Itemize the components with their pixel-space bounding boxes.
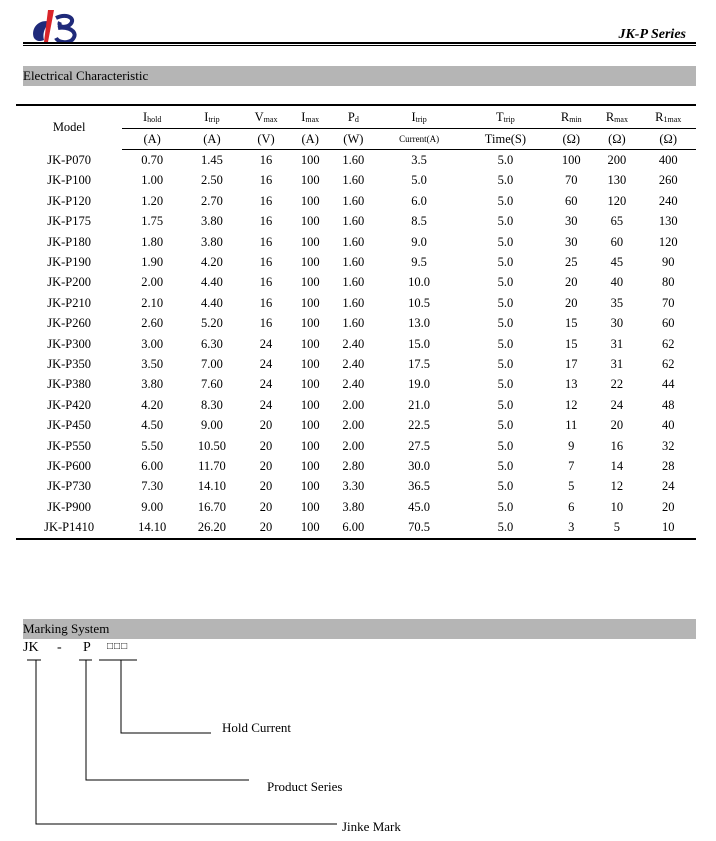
table-cell: 17.5 bbox=[408, 356, 431, 371]
table-cell: JK-P180 bbox=[47, 234, 92, 249]
series-title: JK-P Series bbox=[618, 27, 686, 42]
column-symbol: I bbox=[142, 109, 148, 124]
table-cell: 2.00 bbox=[342, 418, 365, 433]
table-cell: 9 bbox=[568, 438, 575, 453]
table-cell: 100 bbox=[300, 316, 320, 331]
table-cell: 2.00 bbox=[342, 438, 365, 453]
table-cell: 5 bbox=[613, 520, 621, 535]
table-cell: 4.50 bbox=[141, 418, 164, 433]
table-cell: 7.00 bbox=[200, 356, 223, 371]
table-cell: 100 bbox=[300, 173, 320, 188]
table-cell: 100 bbox=[300, 458, 320, 473]
table-cell: 3.80 bbox=[141, 377, 164, 392]
table-cell: 45 bbox=[610, 255, 624, 270]
table-cell: 5.0 bbox=[497, 295, 514, 310]
table-cell: 100 bbox=[300, 418, 320, 433]
table-cell: 70 bbox=[565, 173, 578, 188]
table-cell: 10 bbox=[661, 520, 675, 535]
column-unit: (Ω) bbox=[593, 129, 640, 150]
table-cell: 21.0 bbox=[408, 397, 431, 412]
table-cell: 100 bbox=[561, 153, 581, 168]
table-cell: 2.00 bbox=[141, 275, 164, 290]
table-cell: 14.10 bbox=[138, 520, 167, 535]
table-cell: 4.40 bbox=[200, 295, 223, 310]
table-cell: 5.0 bbox=[497, 234, 514, 249]
table-cell: 240 bbox=[658, 193, 678, 208]
table-cell: JK-P450 bbox=[47, 418, 92, 433]
table-cell: 90 bbox=[661, 255, 675, 270]
table-cell: 24 bbox=[259, 397, 273, 412]
table-cell: 44 bbox=[661, 377, 675, 392]
table-cell: 1.60 bbox=[342, 214, 365, 229]
table-cell: 5.0 bbox=[497, 397, 514, 412]
table-cell: 19.0 bbox=[408, 377, 431, 392]
table-cell: JK-P900 bbox=[47, 499, 92, 514]
table-cell: 20 bbox=[259, 479, 273, 494]
column-subscript: trip bbox=[503, 114, 515, 124]
table-cell: 16 bbox=[259, 234, 273, 249]
table-cell: 100 bbox=[300, 214, 320, 229]
table-cell: 25 bbox=[565, 255, 578, 270]
column-subscript: hold bbox=[147, 114, 162, 124]
table-cell: 22 bbox=[610, 377, 624, 392]
table-cell: 35 bbox=[610, 295, 624, 310]
table-cell: 120 bbox=[607, 193, 627, 208]
table-cell: 14 bbox=[610, 458, 624, 473]
table-cell: JK-P100 bbox=[47, 173, 92, 188]
table-cell: 4.20 bbox=[200, 255, 223, 270]
table-cell: 2.50 bbox=[200, 173, 223, 188]
table-cell: JK-P600 bbox=[47, 458, 92, 473]
table-cell: 1.60 bbox=[342, 275, 365, 290]
table-cell: 16 bbox=[259, 255, 273, 270]
table-cell: 200 bbox=[607, 153, 627, 168]
table-cell: 5.0 bbox=[497, 275, 514, 290]
table-cell: 30 bbox=[565, 214, 578, 229]
table-cell: 100 bbox=[300, 275, 320, 290]
column-subscript: min bbox=[569, 114, 582, 124]
column-symbol: P bbox=[347, 109, 355, 124]
table-cell: 10.5 bbox=[408, 295, 431, 310]
table-cell: 0.70 bbox=[141, 153, 164, 168]
table-cell: 60 bbox=[661, 316, 675, 331]
table-cell: 2.80 bbox=[342, 458, 365, 473]
column-subscript: max bbox=[614, 114, 628, 124]
table-cell: 3.80 bbox=[200, 214, 223, 229]
table-cell: JK-P175 bbox=[47, 214, 92, 229]
table-cell: 24 bbox=[661, 479, 675, 494]
table-cell: 5.0 bbox=[497, 438, 514, 453]
column-unit: Current(A) bbox=[377, 129, 462, 150]
table-cell: 11 bbox=[565, 418, 578, 433]
table-cell: 16 bbox=[259, 316, 273, 331]
table-cell: JK-P420 bbox=[47, 397, 92, 412]
table-cell: 100 bbox=[300, 234, 320, 249]
table-cell: JK-P350 bbox=[47, 356, 92, 371]
table-cell: 100 bbox=[300, 499, 320, 514]
table-cell: 24 bbox=[259, 336, 273, 351]
table-cell: JK-P070 bbox=[47, 152, 92, 167]
table-cell: 1.90 bbox=[141, 255, 164, 270]
column-unit: (A) bbox=[182, 129, 242, 150]
table-cell: 7.30 bbox=[141, 479, 164, 494]
column-unit: (A) bbox=[290, 129, 330, 150]
table-cell: 5.0 bbox=[497, 193, 514, 208]
table-cell: 10 bbox=[610, 499, 624, 514]
table-cell: 5.0 bbox=[497, 356, 514, 371]
table-cell: 1.60 bbox=[342, 153, 365, 168]
table-cell: 5.0 bbox=[497, 153, 514, 168]
table-cell: JK-P200 bbox=[47, 275, 92, 290]
column-symbol: R bbox=[655, 109, 664, 124]
table-cell: 1.60 bbox=[342, 193, 365, 208]
label-jinke-mark: Jinke Mark bbox=[342, 819, 401, 834]
column-symbol: R bbox=[605, 109, 615, 124]
table-cell: JK-P190 bbox=[47, 255, 92, 270]
table-cell: 2.00 bbox=[342, 397, 365, 412]
table-cell: 30.0 bbox=[408, 458, 431, 473]
column-symbol: V bbox=[254, 109, 264, 124]
table-cell: JK-P210 bbox=[47, 295, 92, 310]
table-cell: JK-P120 bbox=[47, 193, 92, 208]
table-cell: 30 bbox=[565, 234, 578, 249]
table-cell: 100 bbox=[300, 336, 320, 351]
section-electrical-heading: Electrical Characteristic bbox=[23, 66, 696, 86]
table-cell: 70.5 bbox=[408, 520, 431, 535]
table-cell: 6.00 bbox=[342, 520, 365, 535]
table-cell: 62 bbox=[661, 356, 675, 371]
table-cell: 2.70 bbox=[200, 193, 223, 208]
marking-boxes: □□□ bbox=[107, 641, 129, 652]
table-cell: 15 bbox=[565, 316, 578, 331]
table-cell: 130 bbox=[658, 214, 678, 229]
table-cell: 3.5 bbox=[411, 153, 427, 168]
table-cell: 3 bbox=[568, 520, 575, 535]
table-cell: 5 bbox=[568, 479, 575, 494]
section-marking-heading: Marking System bbox=[23, 619, 696, 639]
table-cell: 12 bbox=[610, 479, 624, 494]
table-cell: 10.50 bbox=[197, 438, 226, 453]
table-cell: JK-P730 bbox=[47, 479, 92, 494]
table-cell: 6.30 bbox=[200, 336, 223, 351]
table-cell: 14.10 bbox=[197, 479, 226, 494]
table-cell: 100 bbox=[300, 479, 320, 494]
table-cell: 32 bbox=[661, 438, 675, 453]
table-cell: 100 bbox=[300, 153, 320, 168]
table-cell: 40 bbox=[610, 275, 624, 290]
column-symbol: R bbox=[560, 109, 570, 124]
table-cell: 16 bbox=[259, 173, 273, 188]
table-cell: 9.00 bbox=[200, 418, 223, 433]
table-cell: 2.40 bbox=[342, 336, 365, 351]
table-cell: 31 bbox=[610, 336, 624, 351]
table-cell: 5.0 bbox=[497, 214, 514, 229]
table-cell: 60 bbox=[610, 234, 624, 249]
table-cell: 9.0 bbox=[411, 234, 427, 249]
table-cell: 3.50 bbox=[141, 356, 164, 371]
table-cell: 17 bbox=[565, 356, 578, 371]
table-cell: 11.70 bbox=[198, 458, 226, 473]
label-hold-current: Hold Current bbox=[222, 720, 291, 735]
table-cell: 48 bbox=[661, 397, 675, 412]
table-cell: 5.0 bbox=[497, 499, 514, 514]
table-cell: 100 bbox=[300, 193, 320, 208]
table-cell: 30 bbox=[610, 316, 624, 331]
table-cell: 20 bbox=[565, 275, 578, 290]
table-cell: 6.0 bbox=[411, 193, 427, 208]
column-symbol: T bbox=[496, 109, 504, 124]
table-cell: 8.5 bbox=[411, 214, 427, 229]
table-cell: 80 bbox=[661, 275, 675, 290]
table-cell: 5.0 bbox=[497, 255, 514, 270]
table-cell: 16 bbox=[259, 153, 273, 168]
table-cell: 24 bbox=[259, 377, 273, 392]
table-cell: 100 bbox=[300, 255, 320, 270]
table-cell: 5.0 bbox=[497, 520, 514, 535]
table-cell: 16 bbox=[610, 438, 624, 453]
marking-jk: JK bbox=[23, 640, 39, 655]
table-cell: 1.60 bbox=[342, 295, 365, 310]
table-cell: 62 bbox=[661, 336, 675, 351]
column-symbol: I bbox=[204, 109, 209, 124]
column-symbol: I bbox=[411, 109, 416, 124]
table-cell: 130 bbox=[607, 173, 627, 188]
table-cell: JK-P550 bbox=[47, 438, 92, 453]
table-cell: 20 bbox=[259, 520, 273, 535]
column-unit: (Ω) bbox=[549, 129, 593, 150]
table-cell: 15.0 bbox=[408, 336, 431, 351]
table-cell: 3.30 bbox=[342, 479, 365, 494]
table-cell: 5.0 bbox=[497, 316, 514, 331]
table-cell: 5.0 bbox=[497, 418, 514, 433]
column-symbol: I bbox=[301, 109, 306, 124]
table-cell: 2.40 bbox=[342, 356, 365, 371]
table-cell: 1.60 bbox=[342, 255, 365, 270]
table-cell: 2.10 bbox=[141, 295, 164, 310]
table-cell: 9.5 bbox=[411, 255, 427, 270]
table-cell: 6 bbox=[568, 499, 575, 514]
table-cell: 60 bbox=[565, 193, 578, 208]
table-cell: 16 bbox=[259, 193, 273, 208]
table-cell: 20 bbox=[610, 418, 624, 433]
table-cell: 1.60 bbox=[342, 234, 365, 249]
table-cell: 16 bbox=[259, 214, 273, 229]
table-cell: JK-P300 bbox=[47, 336, 92, 351]
table-cell: 1.75 bbox=[141, 214, 164, 229]
table-cell: 26.20 bbox=[197, 520, 226, 535]
table-cell: 4.40 bbox=[200, 275, 223, 290]
table-cell: 36.5 bbox=[408, 479, 431, 494]
table-cell: 24 bbox=[610, 397, 624, 412]
table-cell: 3.80 bbox=[342, 499, 365, 514]
table-cell: 2.40 bbox=[342, 377, 365, 392]
table-cell: 15 bbox=[565, 336, 578, 351]
table-cell: 5.50 bbox=[141, 438, 164, 453]
table-cell: 5.0 bbox=[497, 377, 514, 392]
table-cell: 13 bbox=[565, 377, 578, 392]
table-cell: 20 bbox=[259, 458, 273, 473]
table-cell: 1.20 bbox=[141, 193, 164, 208]
table-cell: 16 bbox=[259, 275, 273, 290]
column-unit: (Ω) bbox=[640, 129, 696, 150]
table-cell: 40 bbox=[661, 418, 675, 433]
table-cell: 5.0 bbox=[497, 458, 514, 473]
table-cell: 1.00 bbox=[141, 173, 164, 188]
table-cell: 3.00 bbox=[141, 336, 164, 351]
table-cell: 100 bbox=[300, 397, 320, 412]
table-cell: 20 bbox=[259, 418, 273, 433]
table-cell: 65 bbox=[610, 214, 624, 229]
table-cell: 100 bbox=[300, 520, 320, 535]
table-cell: JK-P380 bbox=[47, 377, 92, 392]
table-cell: 100 bbox=[300, 295, 320, 310]
table-cell: 5.0 bbox=[497, 336, 514, 351]
table-cell: 27.5 bbox=[408, 438, 431, 453]
table-cell: 100 bbox=[300, 377, 320, 392]
table-cell: 1.45 bbox=[200, 153, 223, 168]
column-unit: (A) bbox=[122, 129, 182, 150]
table-cell: 13.0 bbox=[408, 316, 431, 331]
table-cell: 45.0 bbox=[408, 499, 431, 514]
marking-dash: - bbox=[57, 640, 62, 655]
table-cell: 4.20 bbox=[141, 397, 164, 412]
table-cell: 20 bbox=[661, 499, 675, 514]
table-cell: JK-P260 bbox=[47, 316, 92, 331]
table-cell: 260 bbox=[658, 173, 678, 188]
table-cell: 20 bbox=[259, 438, 273, 453]
table-cell: 16 bbox=[259, 295, 273, 310]
table-cell: 10.0 bbox=[408, 275, 431, 290]
table-cell: 400 bbox=[658, 153, 678, 168]
table-cell: 24 bbox=[259, 356, 273, 371]
table-cell: 9.00 bbox=[141, 499, 164, 514]
table-cell: 70 bbox=[661, 295, 675, 310]
table-cell: 5.20 bbox=[200, 316, 223, 331]
table-cell: 1.60 bbox=[342, 316, 365, 331]
column-subscript: max bbox=[263, 114, 278, 124]
table-cell: 7 bbox=[568, 458, 575, 473]
column-subscript: max bbox=[305, 114, 320, 124]
column-unit: (W) bbox=[330, 129, 376, 150]
column-subscript: 1max bbox=[663, 114, 682, 124]
table-cell: 31 bbox=[610, 356, 624, 371]
table-cell: 8.30 bbox=[200, 397, 223, 412]
table-cell: 28 bbox=[661, 458, 675, 473]
table-cell: 16.70 bbox=[197, 499, 226, 514]
label-product-series: Product Series bbox=[267, 779, 343, 794]
table-cell: 5.0 bbox=[411, 173, 427, 188]
table-cell: 1.80 bbox=[141, 234, 164, 249]
column-subscript: d bbox=[354, 114, 359, 124]
table-cell: 6.00 bbox=[141, 458, 164, 473]
table-cell: JK-P1410 bbox=[44, 520, 95, 535]
marking-p: P bbox=[83, 640, 91, 655]
table-cell: 20 bbox=[565, 295, 578, 310]
table-cell: 5.0 bbox=[497, 173, 514, 188]
column-unit: Time(S) bbox=[462, 129, 550, 150]
table-cell: 22.5 bbox=[408, 418, 431, 433]
column-subscript: trip bbox=[208, 114, 220, 124]
table-cell: 5.0 bbox=[497, 479, 514, 494]
table-cell: 100 bbox=[300, 356, 320, 371]
table-cell: 20 bbox=[259, 499, 273, 514]
table-cell: 3.80 bbox=[200, 234, 223, 249]
model-header: Model bbox=[52, 120, 86, 135]
table-cell: 120 bbox=[658, 234, 678, 249]
table-cell: 1.60 bbox=[342, 173, 365, 188]
table-cell: 7.60 bbox=[200, 377, 223, 392]
column-subscript: trip bbox=[415, 114, 427, 124]
table-cell: 100 bbox=[300, 438, 320, 453]
table-cell: 12 bbox=[565, 397, 578, 412]
table-cell: 2.60 bbox=[141, 316, 164, 331]
column-unit: (V) bbox=[242, 129, 290, 150]
